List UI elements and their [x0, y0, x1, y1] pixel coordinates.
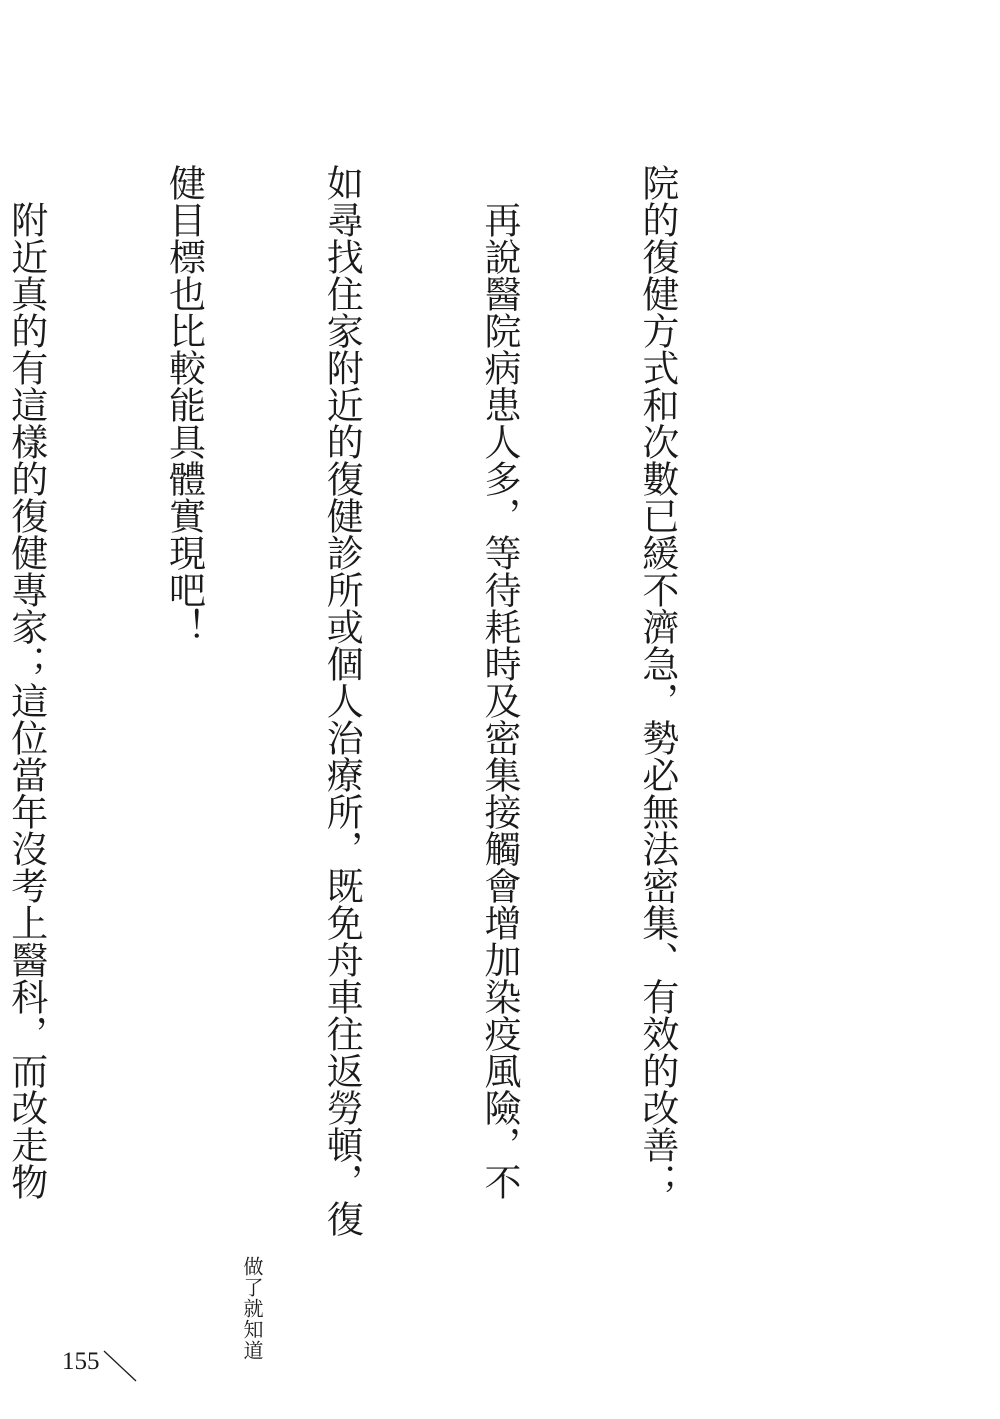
running-title: 做了就知道 — [240, 1256, 264, 1361]
text-column-1: 院的復健方式和次數已緩不濟急，勢必無法密集、有效的改善； — [635, 164, 679, 1200]
text-column-2: 再說醫院病患人多，等待耗時及密集接觸會增加染疫風險，不 — [478, 164, 522, 1200]
body-text — [0, 164, 788, 1237]
folio-slash-rule — [100, 1349, 140, 1383]
text-column-5: 附近真的有這樣的復健專家；這位當年沒考上醫科，而改走物 — [4, 164, 48, 1200]
text-column-3: 如尋找住家附近的復健診所或個人治療所，既免舟車往返勞頓，復 — [320, 164, 364, 1237]
text-column-4: 健目標也比較能具體實現吧！ — [162, 164, 206, 645]
page-number: 155 — [62, 1348, 100, 1375]
